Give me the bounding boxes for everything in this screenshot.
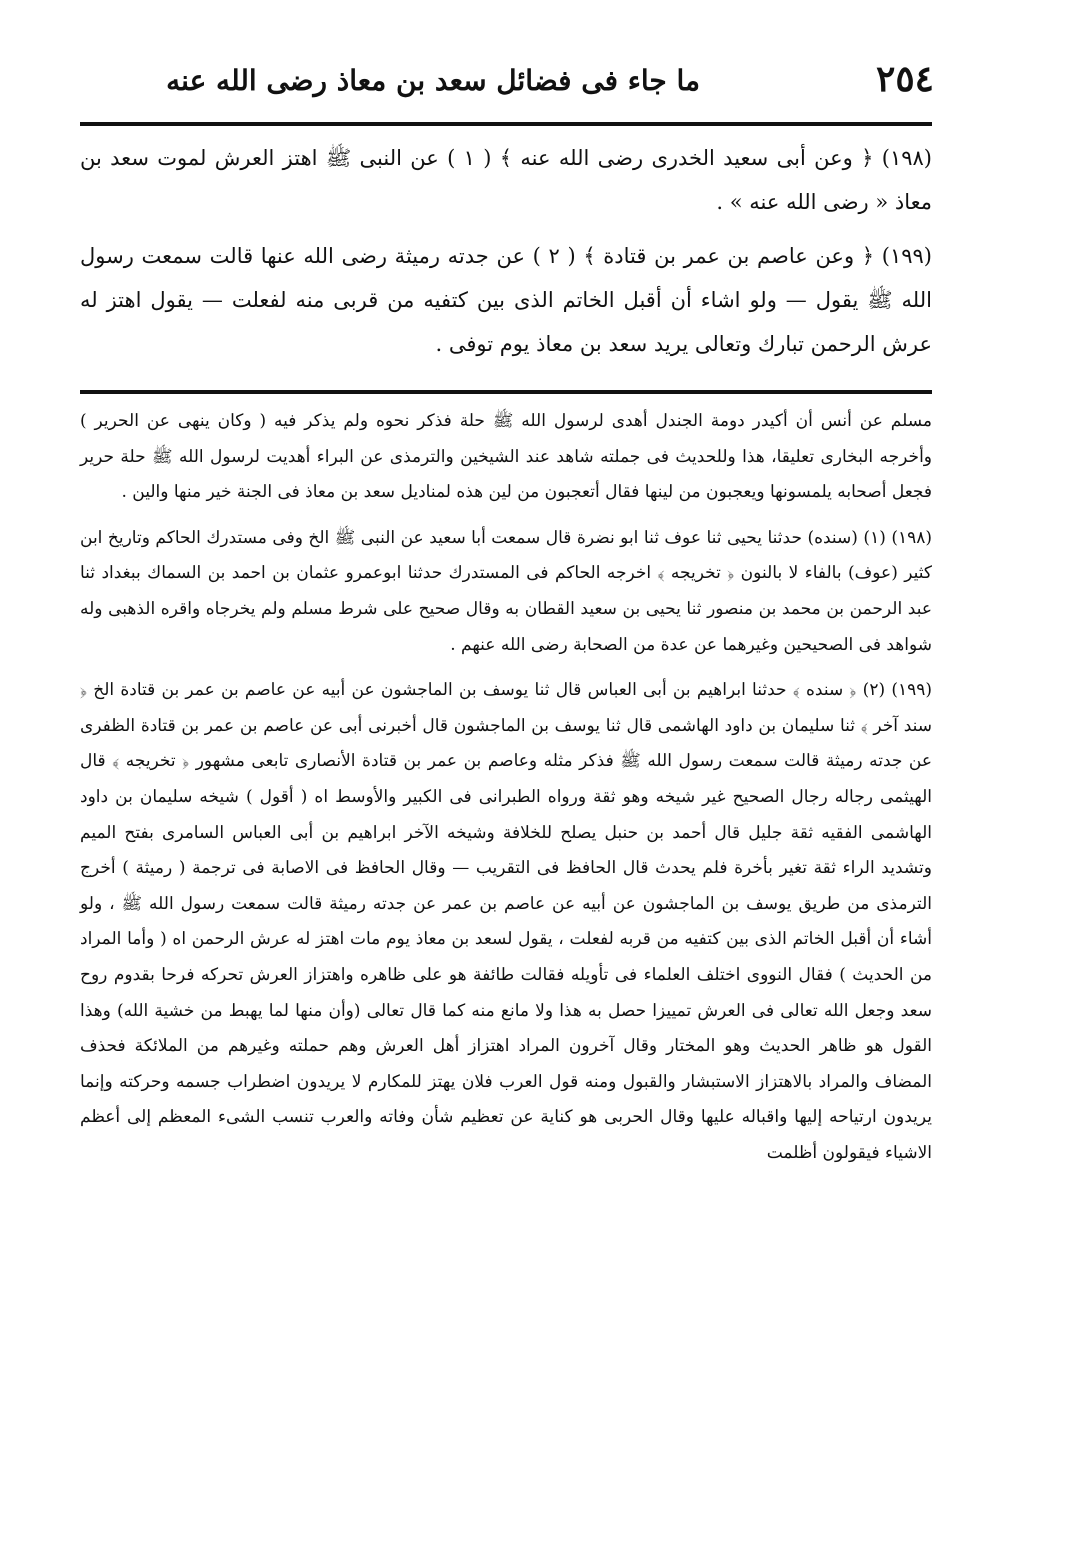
- footnote-198: (١٩٨) (١) (سنده) حدثنا يحيى ثنا عوف ثنا ابو نضرة قال سمعت أبا سعيد عن النبى ﷺ الخ وفى مستدرك الحاكم وتاريخ ابن كثير (عوف) بالفاء لا بالنون ﴿ تخريجه ﴾ اخرجه الحاكم فى المستدرك حدثنا ابوعمرو عثمان بن احمد بن السماك ببغداد ثنا عبد الرحمن بن محمد بن منصور ثنا يحيى بن سعيد القطان به وقال صحيح على شرط مسلم ولم يخرجاه واقره الذهبى وله شواهد فى الصحيحين وغيرهما عن عدة من الصحابة رضى الله عنهم .: [80, 527, 933, 655]
- footnotes: [80, 404, 932, 1181]
- main-text: [80, 136, 932, 376]
- running-title: ما جاء فى فضائل سعد بن معاذ رضى الله عنه: [166, 64, 700, 97]
- header-rule: [80, 122, 932, 126]
- page-number: ٢٥٤: [875, 58, 934, 100]
- hadith-entry-199: (١٩٩) ﴿ وعن عاصم بن عمر بن قتادة ﴾ ( ٢ ) عن جدته رميثة رضى الله عنها قالت سمعت رسول الله ﷺ يقول — ولو اشاء أن أقبل الخاتم الذى بين كتفيه من قربى منه لفعلت — يقول اهتز له عرش الرحمن تبارك وتعالى يريد سعد بن معاذ يوم توفى .: [80, 244, 932, 356]
- footnote-continuation: مسلم عن أنس أن أكيدر دومة الجندل أهدى لرسول الله ﷺ حلة فذكر نحوه ولم يذكر فيه ( وكان ينهى عن الحرير ) وأخرجه البخارى تعليقا، هذا وللحديث فى جملته شاهد عند الشيخين والترمذى عن البراء أهديت لرسول الله ﷺ حلة حرير فجعل أصحابه يلمسونها ويعجبون من لينها فقال أتعجبون من لين هذه لمناديل سعد بن معاذ فى الجنة خير منها والين .: [80, 411, 932, 503]
- hadith-entry-198: (١٩٨) ﴿ وعن أبى سعيد الخدرى رضى الله عنه ﴾ ( ١ ) عن النبى ﷺ اهتز العرش لموت سعد بن معاذ « رضى الله عنه » .: [80, 146, 932, 214]
- page-header: [80, 52, 940, 110]
- footnote-199: (١٩٩) (٢) ﴿ سنده ﴾ حدثنا ابراهيم بن أبى العباس قال ثنا يوسف بن الماجشون عن أبيه عن عاصم بن عمر بن قتادة الخ ﴿ سند آخر ﴾ ثنا سليمان بن داود الهاشمى قال ثنا يوسف بن الماجشون قال أخبرنى أبى عن عاصم بن عمر بن قتادة الظفرى عن جدته رميثة قالت سمعت رسول الله ﷺ فذكر مثله وعاصم بن عمر بن قتادة الأنصارى تابعى مشهور ﴿ تخريجه ﴾ قال الهيثمى رجاله رجال الصحيح غير شيخه وهو ثقة ورواه الطبرانى فى الكبير والأوسط اه ( أقول ) شيخه سليمان بن داود الهاشمى الفقيه ثقة جليل قال أحمد بن حنبل يصلح للخلافة وشيخه الآخر ابراهيم بن أبى العباس السامرى بفتح الميم وتشديد الراء ثقة تغير بأخرة فلم يحدث قال الحافظ فى التقريب — وقال الحافظ فى الاصابة فى ترجمة ( رميثة ) أخرج الترمذى من طريق يوسف بن الماجشون عن أبيه عن عاصم بن عمر عن جدته رميثة قالت سمعت رسول الله ﷺ ، ولو أشاء أن أقبل الخاتم الذى بين كتفيه من قربه لفعلت ، يقول لسعد بن معاذ يوم مات اهتز له عرش الرحمن اه ( وأما المراد من الحديث ) فقال النووى اختلف العلماء فى تأويله فقالت طائفة هو على ظاهره واهتزاز العرش تحركه فرحا بقدوم روح سعد وجعل الله تعالى فى العرش تمييزا حصل به هذا ولا مانع منه كما قال تعالى (وأن منها لما يهبط من خشية الله) وهذا القول هو ظاهر الحديث وهو المختار وقال آخرون المراد اهتزاز أهل العرش وهم حملته وغيرهم من الملائكة فحذف المضاف والمراد بالاهتزاز الاستبشار والقبول ومنه قول العرب فلان يهتز للمكارم لا يريدون اضطراب جسمه وحركته وإنما يريدون ارتياحه إليها واقباله عليها وقال الحربى هو كناية عن تعظيم شأن وفاته والعرب تنسب الشىء المعظم إلى أعظم الاشياء فيقولون أظلمت: [80, 680, 933, 1163]
- separator-rule: [80, 390, 932, 394]
